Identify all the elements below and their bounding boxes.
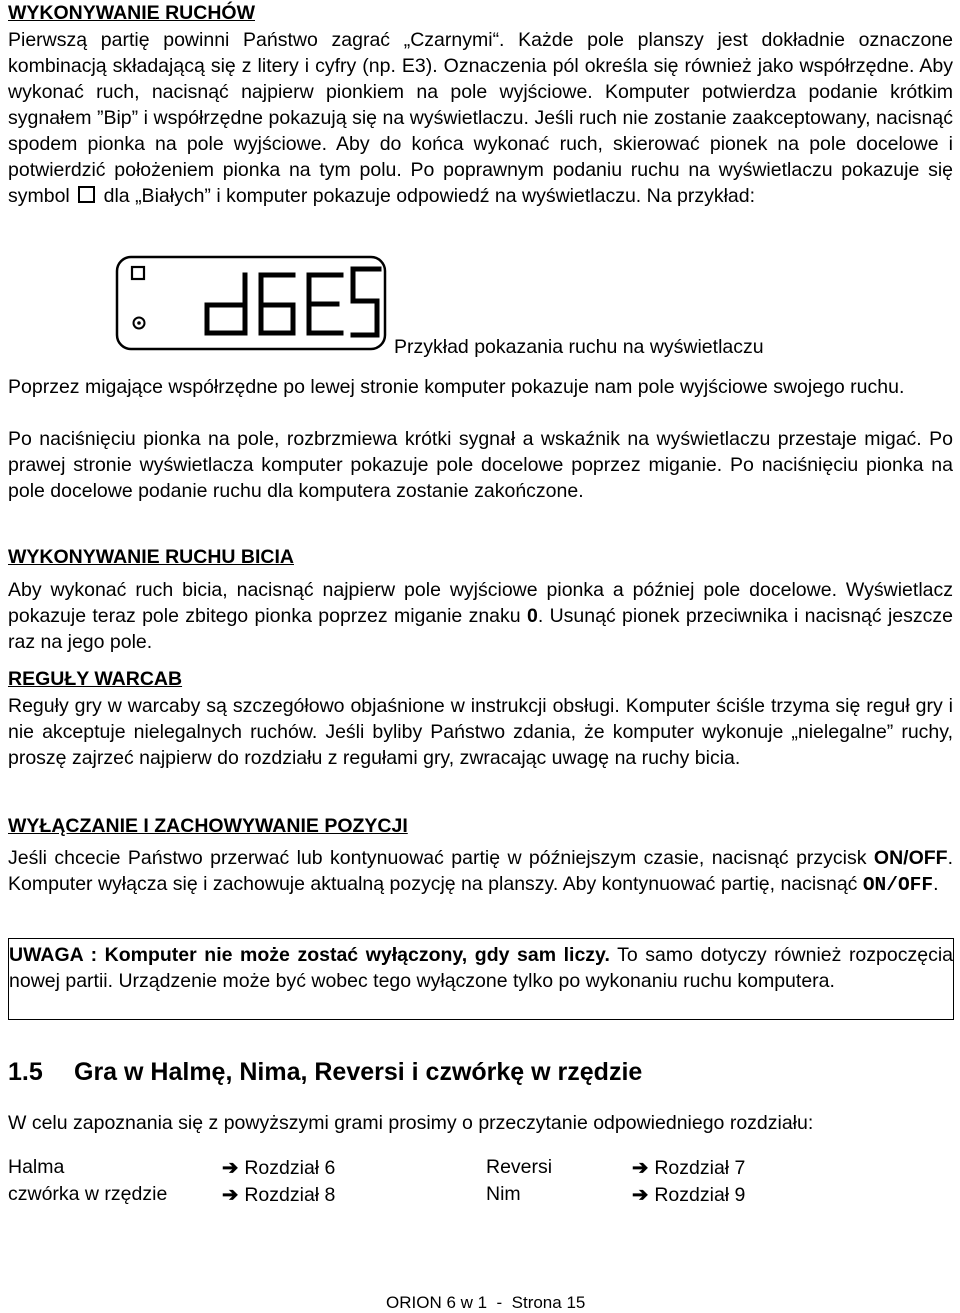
square-symbol-icon <box>78 186 95 203</box>
white-indicator-icon <box>132 267 144 279</box>
ref-game-connect-four: czwórka w rzędzie <box>8 1183 168 1205</box>
arrow-right-icon: ➔ <box>222 1157 239 1179</box>
ref-chapter-reversi: ➔ Rozdział 7 <box>632 1157 746 1179</box>
digit-5 <box>353 269 379 335</box>
moves-paragraph-2: Poprzez migające współrzędne po lewej stronie komputer pokazuje nam pole wyjściowe swojego ruchu. <box>8 376 905 398</box>
heading-rules: REGUŁY WARCAB <box>8 668 183 690</box>
black-indicator-dot <box>137 321 141 325</box>
digit-d <box>207 275 245 333</box>
off-paragraph: Jeśli chcecie Państwo przerwać lub kontynuować partię w późniejszym czasie, nacisnąć przycisk ON/OFF. Komputer wyłącza się i zachowuje aktualną pozycję na planszy. Aby kontynuować partię, nacisnąć ON/OFF. <box>8 847 953 896</box>
ref-game-nim: Nim <box>486 1183 521 1205</box>
arrow-right-icon: ➔ <box>222 1184 239 1206</box>
warning-text: UWAGA : Komputer nie może zostać wyłączony, gdy sam liczy. To samo dotyczy również rozpoczęcia nowej partii. Urządzenie może być wobec tego wyłączone tylko po wykonaniu ruchu komputera. <box>9 944 953 992</box>
moves-paragraph: Pierwszą partię powinni Państwo zagrać „Czarnymi“. Każde pole planszy jest dokładnie oznaczone kombinacją składającą się z litery i cyfry (np. E3). Oznaczenia pól określa się również jako współrzędne. Aby wykonać ruch, nacisnąć najpierw pionkiem na pole wyjściowe. Komputer potwierdza podanie krótkim sygnałem ”Bip” i współrzędne pokazują się na wyświetlaczu. Jeśli ruch nie zostanie zaakceptowany, nacisnąć spodem pionka na pole wyjściowe. Aby do końca wykonać ruch, skierować pionek na pole docelowe i potwierdzić położeniem pionka na tym polu. Po poprawnym podaniu ruchu na wyświetlaczu pokazuje się symbol dla „Białych” i komputer pokazuje odpowiedź na wyświetlaczu. Na przykład: <box>8 29 953 207</box>
rules-paragraph: Reguły gry w warcaby są szczegółowo objaśnione w instrukcji obsługi. Komputer ściśle trzyma się reguł gry i nie akceptuje nielegalnych ruchów. Jeśli byliby Państwo zdania, że komputer wykonuje „nielegalne” ruchy, proszę zajrzeć najpierw do rozdziału z regułami gry, zwracając uwagę na ruchy bicia. <box>8 695 953 769</box>
heading-capture: WYKONYWANIE RUCHU BICIA <box>8 546 294 568</box>
ref-game-reversi: Reversi <box>486 1156 553 1178</box>
ref-chapter-nim: ➔ Rozdział 9 <box>632 1184 746 1206</box>
ref-chapter-connect-four: ➔ Rozdział 8 <box>222 1184 336 1206</box>
heading-off: WYŁĄCZANIE I ZACHOWYWANIE POZYCJI <box>8 815 408 837</box>
moves-paragraph-3: Po naciśnięciu pionka na pole, rozbrzmiewa krótki sygnał a wskaźnik na wyświetlaczu przestaje migać. Po prawej stronie wyświetlacza komputer pokazuje pole docelowe poprzez miganie. Po naciśnięciu pionka na pole docelowe podanie ruchu dla komputera zostanie zakończone. <box>8 428 953 502</box>
lcd-display-illustration <box>115 255 387 351</box>
lcd-frame <box>117 257 385 349</box>
capture-paragraph: Aby wykonać ruch bicia, nacisnąć najpierw pole wyjściowe pionka a później pole docelowe. Wyświetlacz pokazuje teraz pole zbitego pionka poprzez miganie znaku 0. Usunąć pionek przeciwnika i nacisnąć jeszcze raz na jego pole. <box>8 579 953 653</box>
warning-box <box>8 938 954 1020</box>
page-footer: ORION 6 w 1 - Strona 15 <box>386 1293 586 1312</box>
digit-6 <box>261 275 293 333</box>
heading-moves: WYKONYWANIE RUCHÓW <box>8 2 255 24</box>
lcd-digits <box>207 269 379 335</box>
arrow-right-icon: ➔ <box>632 1184 649 1206</box>
arrow-right-icon: ➔ <box>632 1157 649 1179</box>
ref-game-halma: Halma <box>8 1156 65 1178</box>
display-caption: Przykład pokazania ruchu na wyświetlaczu <box>394 336 764 358</box>
other-games-intro: W celu zapoznania się z powyższymi grami prosimy o przeczytanie odpowiedniego rozdziału: <box>8 1112 814 1134</box>
section-title-other-games: 1.5 Gra w Halmę, Nima, Reversi i czwórkę w rzędzie <box>8 1058 643 1086</box>
ref-chapter-halma: ➔ Rozdział 6 <box>222 1157 336 1179</box>
